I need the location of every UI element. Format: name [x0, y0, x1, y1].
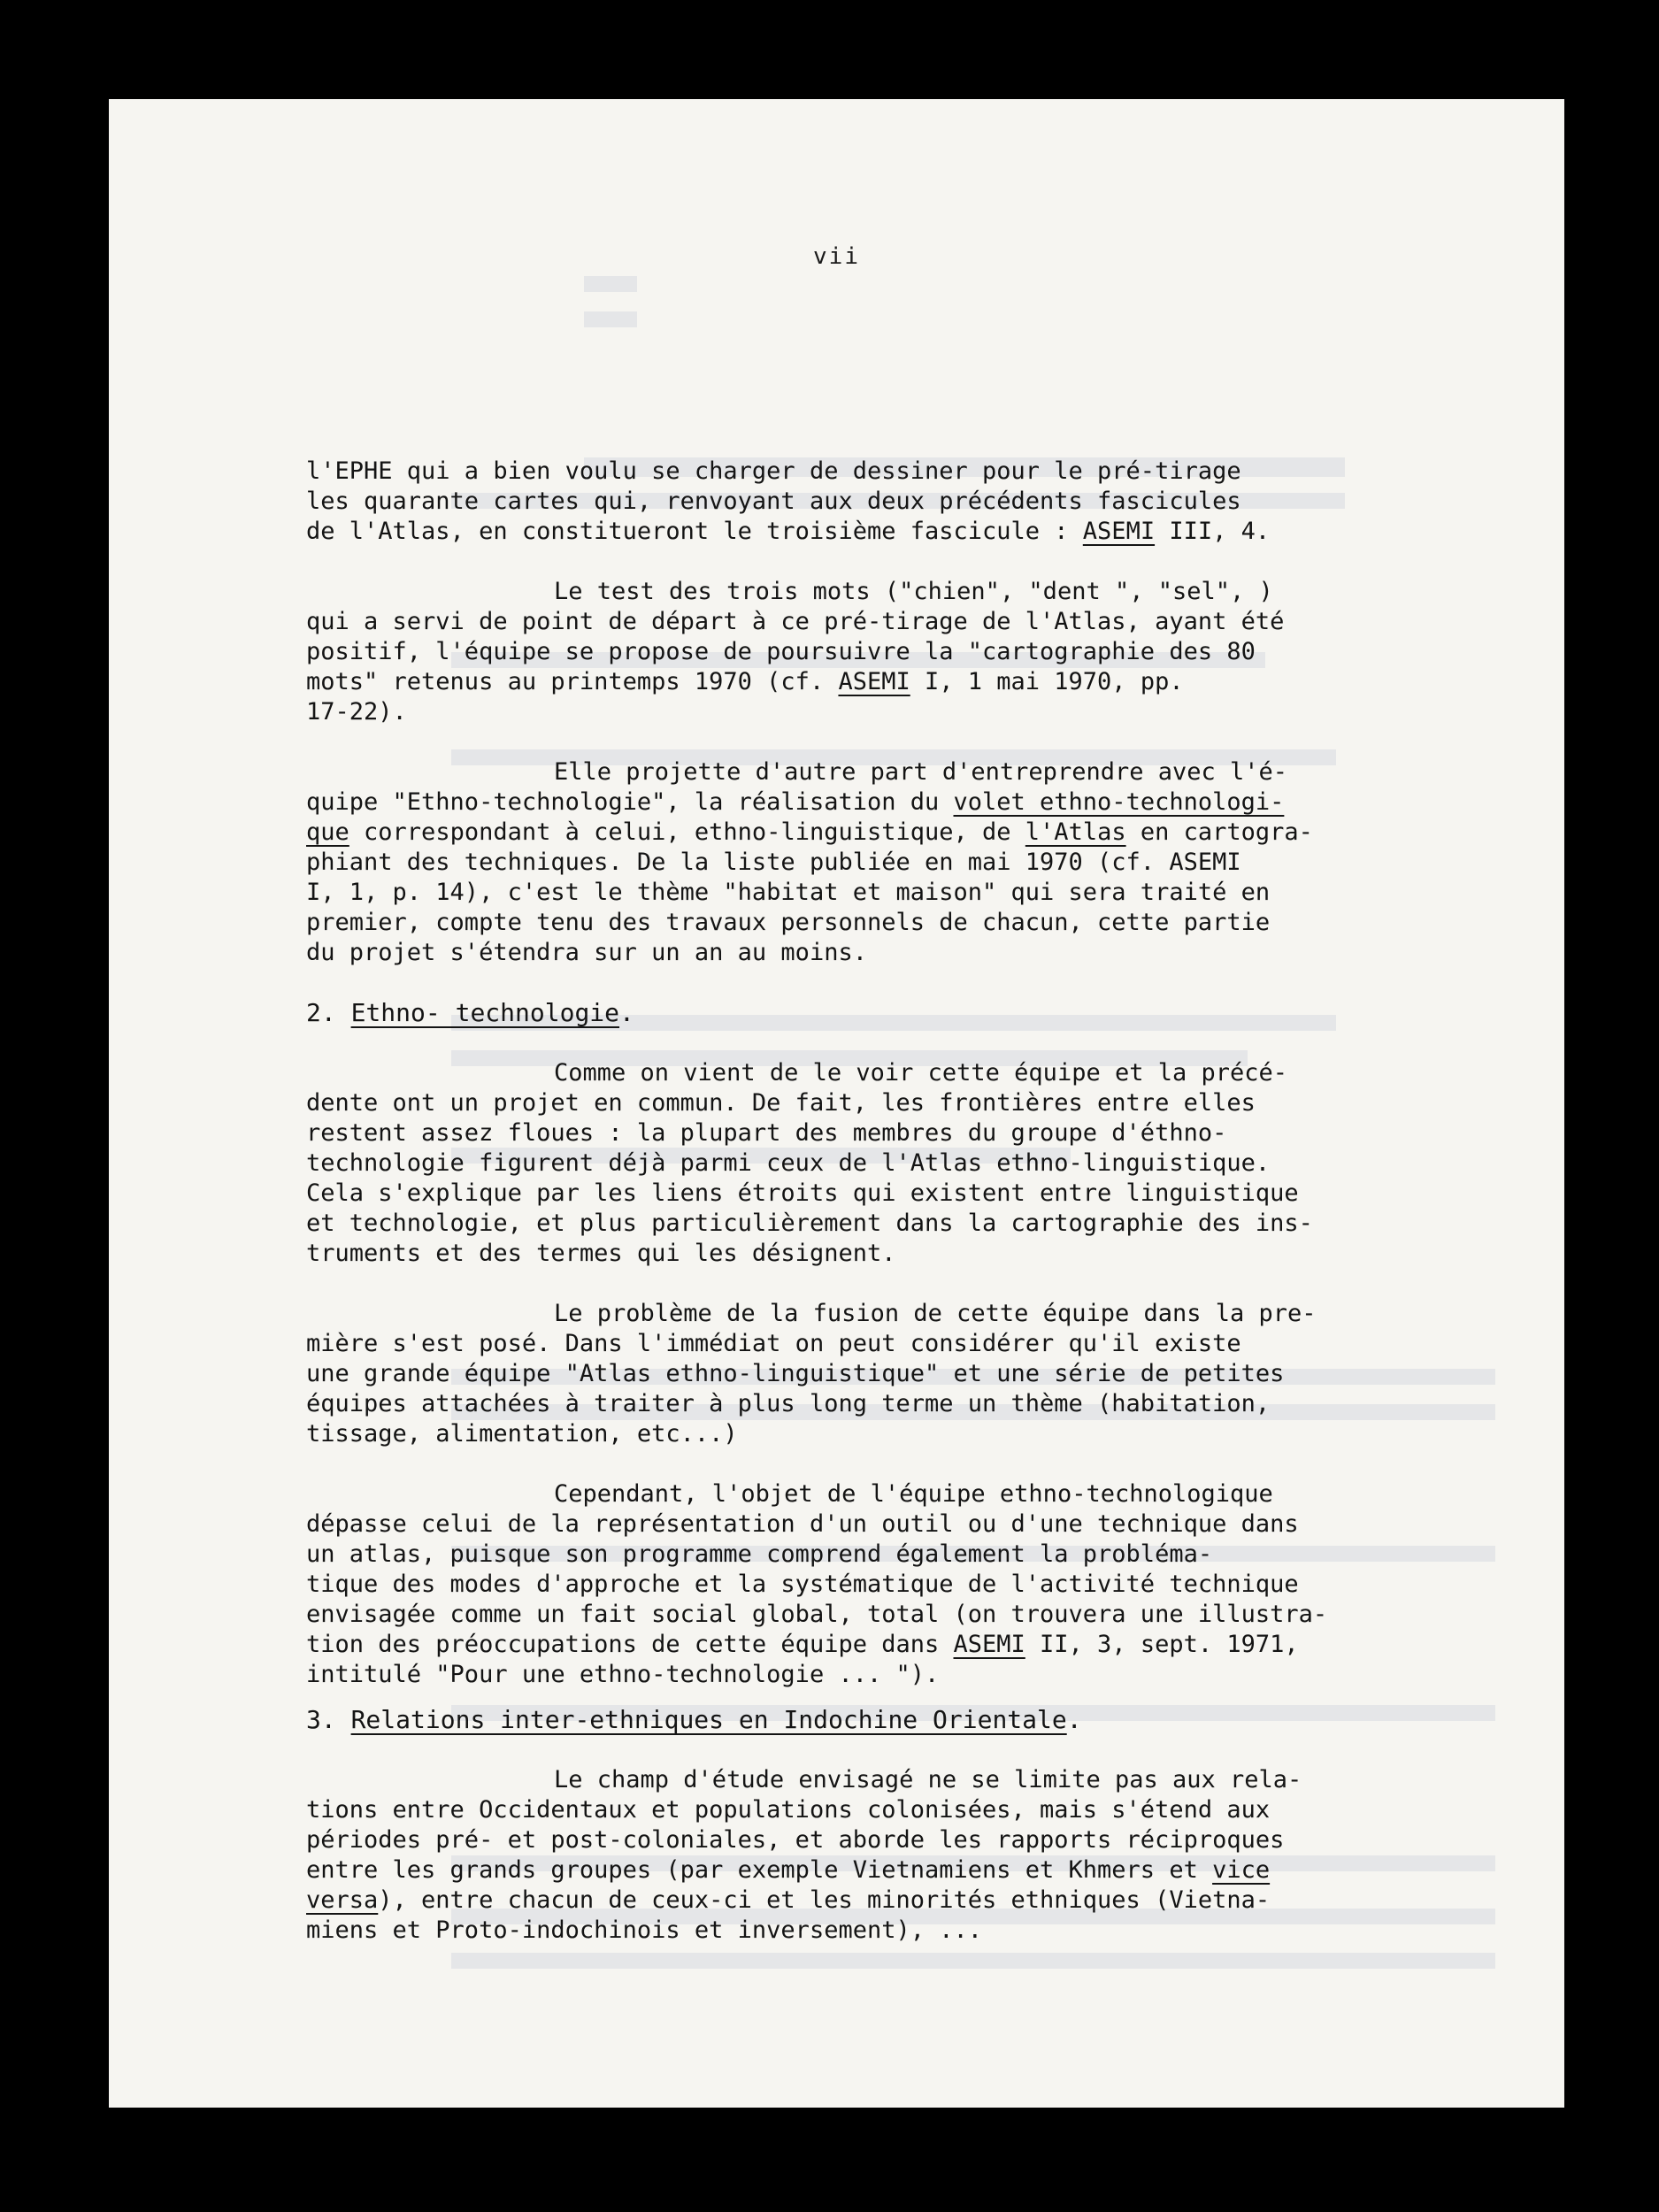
text-run: I, 1 mai 1970, pp.: [910, 668, 1184, 695]
text-line: [306, 487, 1492, 517]
underlined-run: vice: [1212, 1856, 1271, 1884]
text-run: Elle projette d'autre part d'entreprendre avec l'é-: [554, 758, 1288, 786]
text-run: périodes pré- et post-coloniales, et aborde les rapports réciproques: [306, 1826, 1285, 1854]
spacer: [306, 968, 1492, 998]
text-run: Cependant, l'objet de l'équipe ethno-technologique: [554, 1480, 1273, 1508]
section-number: 3.: [306, 1705, 336, 1734]
text-run: truments et des termes qui les désignent.: [306, 1240, 896, 1267]
text-line: [306, 848, 1492, 878]
text-line: [306, 457, 1492, 487]
spacer: [306, 1690, 1492, 1705]
text-run: et technologie, et plus particulièrement dans la cartographie des ins-: [306, 1210, 1313, 1237]
text-run: correspondant à celui, ethno-linguistique, de: [349, 818, 1025, 846]
paragraph: [306, 1765, 1492, 1946]
text-run: de l'Atlas, en constitueront le troisième fascicule :: [306, 518, 1083, 545]
paragraph: [306, 1058, 1492, 1269]
text-line: [306, 1329, 1492, 1359]
text-line: [306, 1916, 1492, 1946]
text-run: technologie figurent déjà parmi ceux de l'Atlas ethno-linguistique.: [306, 1149, 1271, 1177]
spacer: [306, 1028, 1492, 1058]
text-run: mots" retenus au printemps 1970 (cf.: [306, 668, 839, 695]
text-line: [306, 818, 1492, 848]
text-run: tique des modes d'approche et la systématique de l'activité technique: [306, 1571, 1299, 1598]
text-line: [306, 1600, 1492, 1630]
text-line: [306, 577, 1492, 607]
underlined-run: ASEMI: [838, 668, 910, 695]
text-run: équipes attachées à traiter à plus long terme un thème (habitation,: [306, 1390, 1271, 1417]
text-line: [306, 1389, 1492, 1419]
spacer: [306, 1449, 1492, 1479]
text-run: phiant des techniques. De la liste publiée en mai 1970 (cf. ASEMI: [306, 849, 1241, 876]
text-run: les quarante cartes qui, renvoyant aux deux précédents fascicules: [306, 488, 1241, 515]
text-run: quipe "Ethno-technologie", la réalisation du: [306, 788, 954, 816]
text-line: [306, 1148, 1492, 1179]
text-line: [306, 1855, 1492, 1886]
text-run: miens et Proto-indochinois et inversement), ...: [306, 1916, 983, 1944]
paragraph: [306, 1479, 1492, 1690]
text-line: [306, 787, 1492, 818]
text-run: dépasse celui de la représentation d'un outil ou d'une technique dans: [306, 1510, 1299, 1538]
underlined-run: ASEMI: [953, 1631, 1025, 1658]
underlined-run: ASEMI: [1082, 518, 1156, 545]
text-run: premier, compte tenu des travaux personnels de chacun, cette partie: [306, 909, 1271, 936]
paragraph: [306, 457, 1492, 547]
paragraph: [306, 757, 1492, 968]
spacer: [306, 1735, 1492, 1765]
text-run: restent assez floues : la plupart des membres du groupe d'éthno-: [306, 1119, 1227, 1147]
text-run: II, 3, sept. 1971,: [1025, 1631, 1299, 1658]
text-line: [306, 1118, 1492, 1148]
text-line: [306, 1630, 1492, 1660]
text-run: envisagée comme un fait social global, total (on trouvera une illustra-: [306, 1601, 1328, 1628]
text-line: [306, 637, 1492, 667]
text-run: III, 4.: [1155, 518, 1271, 545]
text-run: I, 1, p. 14), c'est le thème "habitat et maison" qui sera traité en: [306, 879, 1271, 906]
text-line: [306, 1825, 1492, 1855]
text-line: [306, 517, 1492, 547]
text-run: Le test des trois mots ("chien", "dent ", "sel", ): [554, 578, 1273, 605]
spacer: [306, 1269, 1492, 1299]
text-run: tions entre Occidentaux et populations colonisées, mais s'étend aux: [306, 1796, 1271, 1824]
text-line: [306, 607, 1492, 637]
body-text: [306, 457, 1492, 1946]
section-title: Ethno- technologie: [350, 998, 620, 1027]
text-run: Le champ d'étude envisagé ne se limite pas aux rela-: [554, 1766, 1302, 1793]
text-run: Le problème de la fusion de cette équipe dans la pre-: [554, 1300, 1317, 1327]
text-line: [306, 1239, 1492, 1269]
text-line: [306, 878, 1492, 908]
text-run: qui a servi de point de départ à ce pré-tirage de l'Atlas, ayant été: [306, 608, 1285, 635]
text-line: [306, 938, 1492, 968]
section-heading: 2. Ethno- technologie.: [306, 998, 634, 1027]
text-run: entre les grands groupes (par exemple Vietnamiens et Khmers et: [306, 1856, 1213, 1884]
text-line: [306, 1570, 1492, 1600]
underlined-run: versa: [306, 1886, 379, 1914]
text-line: [306, 667, 1492, 697]
text-run: Comme on vient de le voir cette équipe et la précé-: [554, 1059, 1288, 1087]
text-line: [306, 1765, 1492, 1795]
text-run: l'EPHE qui a bien voulu se charger de dessiner pour le pré-tirage: [306, 457, 1241, 485]
text-line: [306, 908, 1492, 938]
section-number: 2.: [306, 998, 336, 1027]
page-number: vii: [813, 243, 860, 270]
text-run: en cartogra-: [1125, 818, 1313, 846]
text-run: tion des préoccupations de cette équipe dans: [306, 1631, 954, 1658]
text-line: [306, 1058, 1492, 1088]
text-line: [306, 1479, 1492, 1509]
text-line: [306, 697, 1492, 727]
text-run: dente ont un projet en commun. De fait, les frontières entre elles: [306, 1089, 1256, 1117]
text-line: [306, 1209, 1492, 1239]
text-line: [306, 1179, 1492, 1209]
text-line: [306, 1886, 1492, 1916]
text-run: positif, l'équipe se propose de poursuivre la "cartographie des 80: [306, 638, 1256, 665]
text-line: [306, 1540, 1492, 1570]
paragraph: [306, 577, 1492, 727]
text-run: du projet s'étendra sur un an au moins.: [306, 939, 867, 966]
text-run: tissage, alimentation, etc...): [306, 1420, 738, 1448]
text-line: [306, 1359, 1492, 1389]
section-heading: 3. Relations inter-ethniques en Indochine Orientale.: [306, 1705, 1082, 1734]
text-line: [306, 1660, 1492, 1690]
text-line: [306, 1088, 1492, 1118]
paragraph: [306, 1299, 1492, 1449]
text-run: mière s'est posé. Dans l'immédiat on peut considérer qu'il existe: [306, 1330, 1241, 1357]
spacer: [306, 547, 1492, 577]
text-run: Cela s'explique par les liens étroits qui existent entre linguistique: [306, 1179, 1299, 1207]
text-run: une grande équipe "Atlas ethno-linguistique" et une série de petites: [306, 1360, 1285, 1387]
underlined-run: l'Atlas: [1025, 818, 1126, 846]
text-line: [306, 1509, 1492, 1540]
text-line: [306, 1419, 1492, 1449]
text-run: ), entre chacun de ceux-ci et les minorités ethniques (Vietna-: [378, 1886, 1271, 1914]
section-title: Relations inter-ethniques en Indochine Orientale: [350, 1705, 1067, 1734]
text-run: un atlas, puisque son programme comprend également la probléma-: [306, 1540, 1213, 1568]
spacer: [306, 727, 1492, 757]
text-line: [306, 1795, 1492, 1825]
text-run: 17-22).: [306, 698, 407, 726]
scanned-page: [109, 99, 1564, 2108]
text-run: intitulé "Pour une ethno-technologie ... ").: [306, 1661, 940, 1688]
underlined-run: volet ethno-technologi-: [953, 788, 1285, 816]
text-line: [306, 1299, 1492, 1329]
underlined-run: que: [306, 818, 349, 846]
text-line: [306, 757, 1492, 787]
